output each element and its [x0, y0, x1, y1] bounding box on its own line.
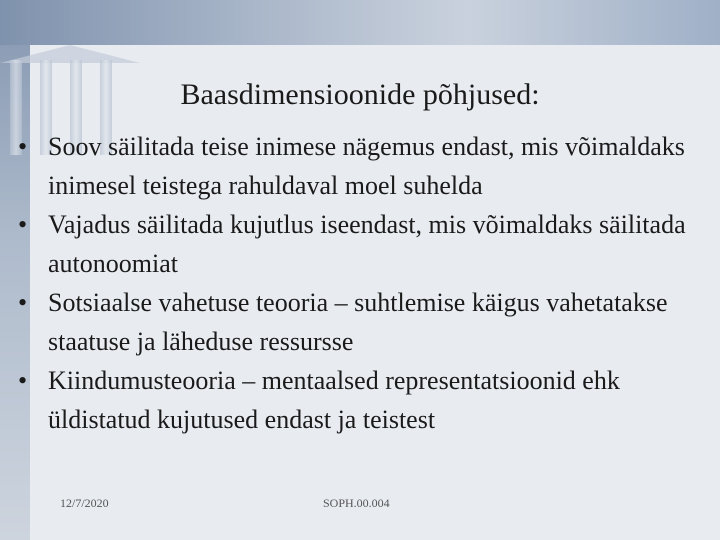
- bullet-item: [18, 205, 708, 283]
- bullet-item: [18, 361, 708, 439]
- bullet-text: Kiindumusteooria – mentaalsed representatsioonid ehk üldistatud kujutused endast ja teistest: [48, 366, 620, 434]
- slide-title: Baasdimensioonide põhjused:: [180, 78, 540, 111]
- footer-date: 12/7/2020: [60, 496, 109, 510]
- bullet-marker: •: [18, 366, 28, 395]
- bullet-marker: •: [18, 288, 28, 317]
- bullet-list: [18, 127, 708, 439]
- bullet-text: Sotsiaalse vahetuse teooria – suhtlemise käigus vahetatakse staatuse ja läheduse ressursse: [48, 288, 668, 356]
- bullet-item: [18, 283, 708, 361]
- bullet-text: Vajadus säilitada kujutlus iseendast, mis võimaldaks säilitada autonoomiat: [48, 210, 686, 278]
- bullet-item: [18, 127, 708, 205]
- bullet-text: Soov säilitada teise inimese nägemus endast, mis võimaldaks inimesel teistega rahuldaval moel suhelda: [48, 132, 685, 200]
- bullet-marker: •: [18, 132, 28, 161]
- footer-course-code: SOPH.00.004: [323, 496, 390, 510]
- header-background: [0, 0, 720, 45]
- bullet-marker: •: [18, 210, 28, 239]
